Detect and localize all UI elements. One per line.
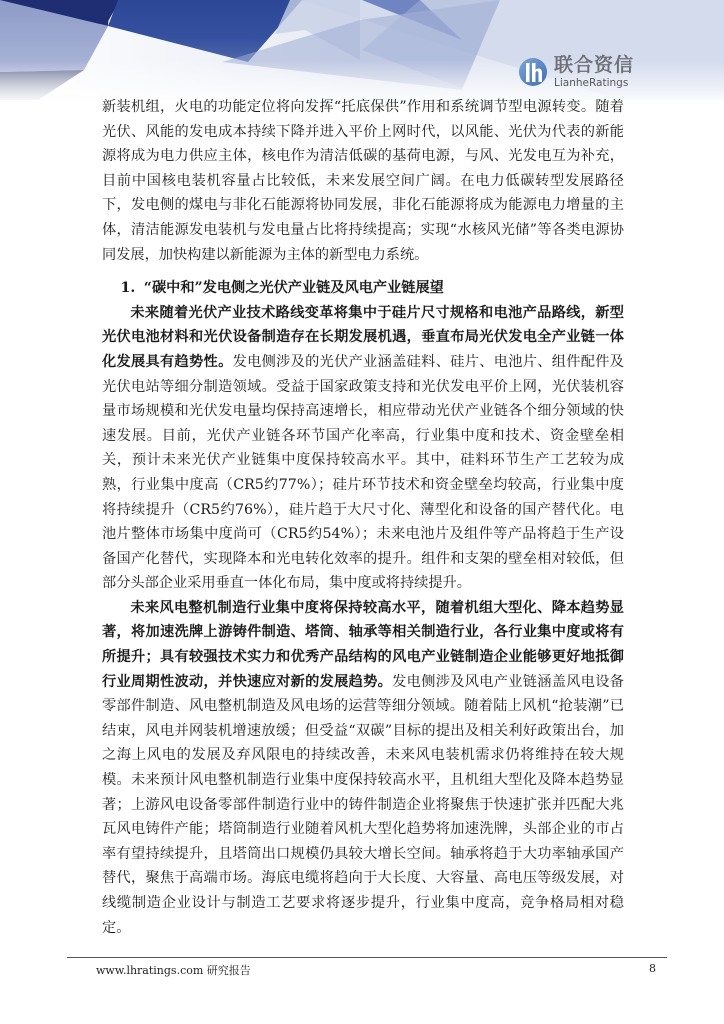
section-title: “碳中和”发电侧之光伏产业链及风电产业链展望 <box>143 280 444 297</box>
document-body <box>102 95 624 940</box>
footer-source <box>96 962 251 978</box>
section-number: 1. <box>120 280 136 297</box>
lh-logo-icon <box>518 57 548 87</box>
page-number: 8 <box>649 962 656 975</box>
logo-english-name: LianheRatings <box>554 77 629 89</box>
page-footer <box>96 962 668 978</box>
pv-industry-paragraph <box>102 301 624 596</box>
intro-paragraph: 新装机组，火电的功能定位将向发挥“托底保供”作用和系统调节型电源转变。随着光伏、风能的发电成本持续下降并进入平价上网时代，以风能、光伏为代表的新能源将成为电力供应主体，核电作为清洁低碳的基荷电源，与风、光发电互为补充，目前中国核电装机容量占比较低，未来发展空间广阔。在电力低碳转型发展路径下，发电侧的煤电与非化石能源将协同发展，非化石能源将成为能源电力增量的主体，清洁能源发电装机与发电量占比将持续提高；实现“水核风光储”等各类电源协同发展，加快构建以新能源为主体的新型电力系统。 <box>102 99 624 263</box>
logo-chinese-name: 联合资信 <box>554 54 635 76</box>
wind-key-finding: 未来风电整机制造行业集中度将保持较高水平，随着机组大型化、降本趋势显著，将加速洗牌上游铸件制造、塔筒、轴承等相关制造行业，各行业集中度或将有所提升；具有较强技术实力和优秀产品结构的风电产业链制造企业能够更好地抵御行业周期性波动，并快速应对新的发展趋势。 <box>102 599 624 690</box>
section-heading <box>102 276 624 301</box>
footer-website: www.lhratings.com <box>96 964 204 977</box>
header-banner <box>0 0 724 100</box>
lianhe-ratings-logo <box>518 56 634 89</box>
pv-details: 发电侧涉及的光伏产业涵盖硅料、硅片、电池片、组件配件及光伏电站等细分制造领域。受益于国家政策支持和光伏发电平价上网，光伏装机容量市场规模和光伏发电量均保持高速增长，相应带动光伏产业链各个细分领域的快速发展。目前，光伏产业链各环节国产化率高，行业集中度和技术、资金壁垒相关，预计未来光伏产业链集中度保持较高水平。其中，硅料环节生产工艺较为成熟，行业集中度高（CR5约77%）；硅片环节技术和资金壁垒均较高，行业集中度将持续提升（CR5约76%），硅片趋于大尺寸化、薄型化和设备的国产替代化。电池片整体市场集中度尚可（CR5约54%）；未来电池片及组件等产品将趋于生产设备国产化替代，实现降本和光电转化效率的提升。组件和支架的壁垒相对较低，但部分头部企业采用垂直一体化布局，集中度或将持续提升。 <box>102 353 624 592</box>
wind-details: 发电侧涉及风电产业链涵盖风电设备零部件制造、风电整机制造及风电场的运营等细分领域。随着陆上风机“抢装潮”已结束，风电并网装机增速放缓；但受益“双碳”目标的提出及相关利好政策出台，加之海上风电的发展及弃风限电的持续改善，未来风电装机需求仍将维持在较大规模。未来预计风电整机制造行业集中度保持较高水平，且机组大型化及降本趋势显著；上游风电设备零部件制造行业中的铸件制造企业将聚焦于快速扩张并匹配大兆瓦风电铸件产能；塔筒制造行业随着风机大型化趋势将加速洗牌，头部企业的市占率有望持续提升，且塔筒出口规模仍具较大增长空间。轴承将趋于大功率轴承国产替代，聚焦于高端市场。海底电缆将趋向于大长度、大容量、高电压等级发展，对线缆制造企业设计与制造工艺要求将逐步提升，行业集中度高，竞争格局相对稳定。 <box>102 673 624 936</box>
footer-divider <box>67 957 667 958</box>
wind-industry-paragraph <box>102 596 624 940</box>
footer-label: 研究报告 <box>206 964 251 977</box>
pv-key-finding: 未来随着光伏产业技术路线变革将集中于硅片尺寸规格和电池产品路线，新型光伏电池材料和光伏设备制造存在长期发展机遇，垂直布局光伏发电全产业链一体化发展具有趋势性。 <box>102 304 624 370</box>
